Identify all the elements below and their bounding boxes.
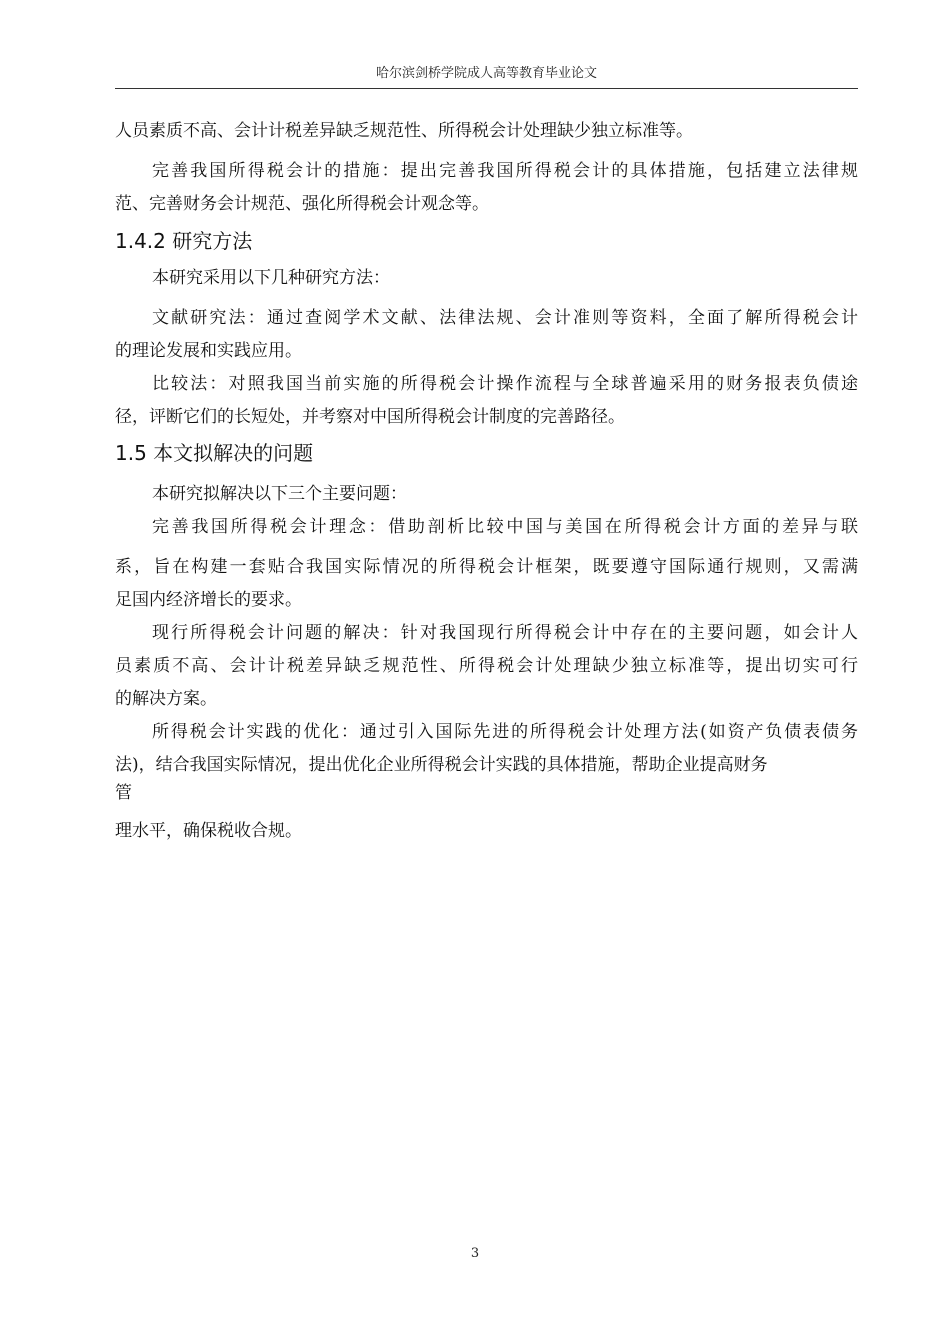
paragraph-line: 足国内经济增长的要求。: [115, 590, 302, 610]
paragraph-line: 所得税会计实践的优化：通过引入国际先进的所得税会计处理方法(如资产负债表债务: [152, 722, 858, 742]
paragraph-line: 的解决方案。: [115, 689, 217, 709]
paragraph-line: 人员素质不高、会计计税差异缺乏规范性、所得税会计处理缺少独立标准等。: [115, 121, 693, 141]
paragraph-line: 径，评断它们的长短处，并考察对中国所得税会计制度的完善路径。: [115, 407, 625, 427]
paragraph-line: 范、完善财务会计规范、强化所得税会计观念等。: [115, 194, 489, 214]
section-heading: 1.5 本文拟解决的问题: [115, 441, 314, 465]
paragraph-line: 本研究拟解决以下三个主要问题：: [152, 484, 407, 504]
paragraph-line: 现行所得税会计问题的解决：针对我国现行所得税会计中存在的主要问题，如会计人: [152, 623, 858, 643]
paragraph-line: 完善我国所得税会计理念：借助剖析比较中国与美国在所得税会计方面的差异与联: [152, 517, 858, 537]
paragraph-line: 本研究采用以下几种研究方法：: [152, 268, 390, 288]
paragraph-line: 法)，结合我国实际情况，提出优化企业所得税会计实践的具体措施，帮助企业提高财务: [115, 755, 768, 775]
page-header: 哈尔滨剑桥学院成人高等教育毕业论文: [115, 64, 858, 89]
page-number: 3: [470, 1246, 480, 1261]
paragraph-line: 完善我国所得税会计的措施：提出完善我国所得税会计的具体措施，包括建立法律规: [152, 161, 858, 181]
section-heading: 1.4.2 研究方法: [115, 229, 253, 253]
paragraph-line: 文献研究法：通过查阅学术文献、法律法规、会计准则等资料，全面了解所得税会计: [152, 308, 858, 328]
paragraph-line: 比较法：对照我国当前实施的所得税会计操作流程与全球普遍采用的财务报表负债途: [152, 374, 858, 394]
paragraph-line: 系，旨在构建一套贴合我国实际情况的所得税会计框架，既要遵守国际通行规则，又需满: [115, 557, 858, 577]
paragraph-line: 管: [115, 783, 132, 803]
paragraph-line: 员素质不高、会计计税差异缺乏规范性、所得税会计处理缺少独立标准等，提出切实可行: [115, 656, 858, 676]
paragraph-line: 的理论发展和实践应用。: [115, 341, 302, 361]
paragraph-line: 理水平，确保税收合规。: [115, 821, 302, 841]
